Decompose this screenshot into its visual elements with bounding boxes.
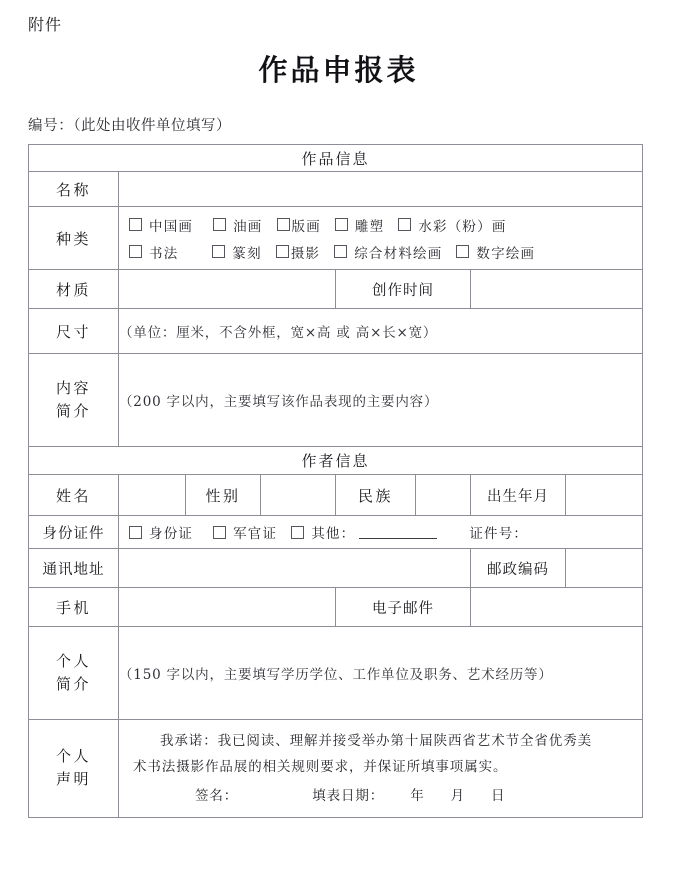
checkbox-option-other-id[interactable] xyxy=(291,522,355,542)
checkbox-icon[interactable] xyxy=(213,526,226,539)
serial-number-label: 编号： xyxy=(28,118,74,134)
table-row-declaration xyxy=(29,720,643,818)
other-id-input[interactable] xyxy=(359,525,437,539)
size-hint-text: （单位：厘米，不含外框，宽×高 或 高×长×宽） xyxy=(119,309,643,354)
table-row-address xyxy=(29,549,643,588)
author-name-field[interactable] xyxy=(119,475,186,516)
checkbox-icon[interactable] xyxy=(398,218,411,231)
checkbox-label: 水彩（粉）画 xyxy=(418,218,507,235)
checkbox-label: 数字绘画 xyxy=(476,245,536,262)
work-summary-label-line2: 简介 xyxy=(55,402,91,420)
checkbox-option-chinese-painting[interactable] xyxy=(129,215,193,235)
author-bio-label-line2: 简介 xyxy=(55,675,91,693)
work-category-options xyxy=(119,207,643,270)
author-id-options xyxy=(119,516,643,549)
checkbox-icon[interactable] xyxy=(291,526,304,539)
author-ethnicity-field[interactable] xyxy=(416,475,471,516)
author-bio-field[interactable]: （150 字以内，主要填写学历学位、工作单位及职务、艺术经历等） xyxy=(119,627,643,720)
page-title: 作品申报表 xyxy=(258,53,419,87)
address-field[interactable] xyxy=(119,549,471,588)
checkbox-option-watercolor[interactable] xyxy=(398,215,506,235)
signature-label: 签名： xyxy=(195,787,239,804)
checkbox-label: 雕塑 xyxy=(354,218,385,235)
phone-field[interactable] xyxy=(119,588,336,627)
material-label: 材质 xyxy=(29,270,119,309)
checkbox-icon[interactable] xyxy=(456,245,469,258)
serial-number-note: （此处由收件单位填写） xyxy=(73,118,232,134)
postcode-field[interactable] xyxy=(566,549,643,588)
declaration-label-line1: 个人 xyxy=(55,747,91,766)
declaration-text-line1: 我承诺：我已阅读、理解并接受举办第十届陕西省艺术节全省优秀美 xyxy=(160,733,592,749)
checkbox-label: 军官证 xyxy=(233,526,278,542)
checkbox-option-printmaking[interactable] xyxy=(277,215,321,235)
phone-label: 手机 xyxy=(29,588,119,627)
checkbox-option-officer-card[interactable] xyxy=(213,522,277,542)
author-ethnicity-label: 民族 xyxy=(336,475,416,516)
checkbox-icon[interactable] xyxy=(277,218,290,231)
work-summary-label xyxy=(29,354,119,447)
email-field[interactable] xyxy=(471,588,643,627)
size-label: 尺寸 xyxy=(29,309,119,354)
checkbox-label: 篆刻 xyxy=(232,245,262,262)
year-label: 年 xyxy=(410,787,425,804)
declaration-text-line2: 术书法摄影作品展的相关规则要求，并保证所填事项属实。 xyxy=(133,759,508,776)
material-field[interactable] xyxy=(119,270,336,309)
checkbox-label: 版画 xyxy=(291,218,321,235)
table-row-phone xyxy=(29,588,643,627)
day-label: 日 xyxy=(491,787,506,804)
table-row-work-summary xyxy=(29,354,643,447)
section-heading-work: 作品信息 xyxy=(29,145,643,172)
checkbox-label: 油画 xyxy=(233,218,263,235)
declaration-label-line2: 声明 xyxy=(55,770,91,789)
checkbox-label: 其他： xyxy=(311,526,356,542)
checkbox-label: 中国画 xyxy=(149,218,194,235)
author-bio-label-line1: 个人 xyxy=(55,651,91,670)
declaration-label xyxy=(29,720,119,818)
author-name-label: 姓名 xyxy=(29,475,119,516)
category-options-row-2 xyxy=(129,238,642,265)
table-row-author-bio xyxy=(29,627,643,720)
author-birth-field[interactable] xyxy=(566,475,643,516)
checkbox-icon[interactable] xyxy=(335,218,348,231)
author-id-label: 身份证件 xyxy=(29,516,119,549)
section-heading-author: 作者信息 xyxy=(29,447,643,475)
month-label: 月 xyxy=(450,787,466,804)
declaration-content xyxy=(119,720,643,818)
checkbox-icon[interactable] xyxy=(129,218,142,231)
checkbox-option-oil-painting[interactable] xyxy=(213,215,262,235)
checkbox-icon[interactable] xyxy=(213,218,226,231)
table-row-size xyxy=(29,309,643,354)
table-row-work-name xyxy=(29,172,643,207)
work-category-label: 种类 xyxy=(29,207,119,270)
declaration-signature-row xyxy=(133,783,630,809)
work-summary-field[interactable]: （200 字以内，主要填写该作品表现的主要内容） xyxy=(119,354,643,447)
checkbox-option-sculpture[interactable] xyxy=(335,215,384,235)
id-number-label: 证件号： xyxy=(469,526,529,542)
checkbox-label: 综合材料绘画 xyxy=(354,245,443,262)
checkbox-option-seal-carving[interactable] xyxy=(212,242,261,262)
checkbox-icon[interactable] xyxy=(212,245,225,258)
postcode-label: 邮政编码 xyxy=(471,549,566,588)
author-bio-label xyxy=(29,627,119,720)
work-name-field[interactable] xyxy=(119,172,643,207)
checkbox-option-calligraphy[interactable] xyxy=(129,242,178,262)
table-row-author-identity xyxy=(29,475,643,516)
table-row-author-id xyxy=(29,516,643,549)
author-gender-label: 性别 xyxy=(186,475,261,516)
author-gender-field[interactable] xyxy=(261,475,336,516)
creation-time-field[interactable] xyxy=(471,270,643,309)
attachment-label: 附件 xyxy=(28,15,63,34)
author-birth-label: 出生年月 xyxy=(471,475,566,516)
address-label: 通讯地址 xyxy=(29,549,119,588)
declaration-form-table xyxy=(28,144,643,818)
checkbox-icon[interactable] xyxy=(334,245,347,258)
table-row-work-category xyxy=(29,207,643,270)
email-label: 电子邮件 xyxy=(336,588,471,627)
checkbox-icon[interactable] xyxy=(276,245,289,258)
checkbox-option-photography[interactable] xyxy=(276,242,320,262)
table-row-material xyxy=(29,270,643,309)
serial-number-line xyxy=(28,114,231,135)
creation-time-label: 创作时间 xyxy=(336,270,471,309)
table-row-author-heading xyxy=(29,447,643,475)
checkbox-icon[interactable] xyxy=(129,526,142,539)
work-name-label: 名称 xyxy=(29,172,119,207)
fill-date-label: 填表日期： xyxy=(312,787,385,804)
checkbox-option-digital-painting[interactable] xyxy=(456,242,535,262)
category-options-row-1 xyxy=(129,211,642,238)
checkbox-label: 身份证 xyxy=(149,526,194,542)
checkbox-label: 书法 xyxy=(149,245,179,262)
checkbox-label: 摄影 xyxy=(290,245,321,262)
checkbox-option-mixed-media[interactable] xyxy=(334,242,442,262)
checkbox-option-id-card[interactable] xyxy=(129,522,193,542)
table-row-work-heading xyxy=(29,145,643,172)
work-summary-label-line1: 内容 xyxy=(55,378,91,397)
checkbox-icon[interactable] xyxy=(129,245,142,258)
